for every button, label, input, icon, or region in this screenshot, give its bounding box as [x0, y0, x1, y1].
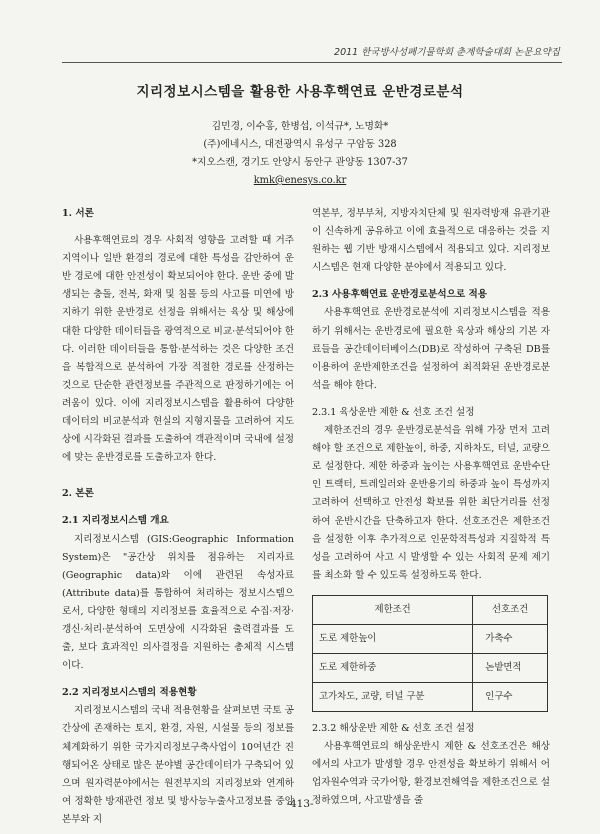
left-column: [62, 205, 294, 829]
subsection-2-3-1-heading: 2.3.1 육상운반 제한 & 선호 조건 설정: [312, 406, 475, 418]
table-cell: 고가차도, 교량, 터널 구분: [313, 682, 473, 711]
table-cell: 인구수: [473, 682, 548, 711]
table-cell: 가축수: [473, 624, 548, 653]
subsection-2-3-2-heading: 2.3.2 해상운반 제한 & 선호 조건 설정: [312, 722, 475, 734]
section-1-paragraph: 사용후핵연료의 경우 사회적 영향을 고려할 때 거주지역이나 일반 환경의 경로에 대한 특성을 감안하여 운반 경로에 대한 안전성이 확보되어야 한다. 운반 중에 발생되는 충돌, 전복, 화재 및 침몰 등의 사고를 미연에 방지하기 위한 운반경로 선정을 위해서는 육상 및 해상에 대한 다양한 데이터들을 광역적으로 비교·분석되어야 한다. 이러한 데이터들을 통합·분석하는 것은 다양한 조건을 복합적으로 분석하여 가장 적절한 경로를 산정하는 것으로 단순한 관련정보를 주관적으로 판정하기에는 어려움이 있다. 이에 지리정보시스템을 활용하여 다양한 데이터의 비교분석과 현실의 지형지물을 고려하여 지도상에 시각화된 결과를 도출하여 객관적이며 국내에 설정에 맞는 운반경로를 도출하고자 한다.: [62, 235, 294, 464]
header-rule: [62, 62, 562, 63]
table-row: [313, 653, 548, 682]
paper-title: 지리정보시스템을 활용한 사용후핵연료 운반경로분석: [136, 84, 464, 100]
table-header-cell: 제한조건: [313, 595, 473, 624]
section-2-heading: 2. 본론: [62, 488, 94, 500]
author-list: 김민경, 이수홍, 한병섭, 이석규*, 노명화*: [211, 121, 389, 132]
subsection-2-3-paragraph: 사용후핵연료 운반경로분석에 지리정보시스템을 적용하기 위해서는 운반경로에 필요한 육상과 해상의 기본 자료들을 공간데이터베이스(DB)로 작성하여 구축된 DB를 이용하여 운반제한조건을 설정하여 최적화된 운반경로분석을 해야 한다.: [312, 307, 550, 391]
author-block: [0, 118, 600, 190]
condition-table: [312, 595, 548, 712]
page-number: -413-: [286, 798, 314, 810]
subsection-2-1-heading: 2.1 지리정보시스템 개요: [62, 515, 169, 527]
table-cell: 도로 제한하중: [313, 653, 473, 682]
affiliation-2: *지오스캔, 경기도 안양시 동안구 관양동 1307-37: [192, 157, 408, 168]
subsection-2-3-heading: 2.3 사용후핵연료 운반경로분석으로 적용: [312, 289, 487, 301]
table-row: [313, 624, 548, 653]
continued-paragraph: 역본부, 정부부처, 지방자치단체 및 원자력방재 유관기관이 신속하게 공유하고 이에 효율적으로 대응하는 것을 지원하는 웹 기반 방재시스템에서 적용되고 있다. 지리정보시스템은 현재 다양한 분야에서 적용되고 있다.: [312, 208, 550, 274]
subsection-2-3-1-paragraph: 제한조건의 경우 운반경로분석을 위해 가장 먼저 고려해야 할 조건으로 제한높이, 하중, 지하차도, 터널, 교량으로 설정한다. 제한 하중과 높이는 사용후핵연료 운반수단인 트랙터, 트레일러와 운반용기의 하중과 높이 특성까지 고려하여 선택하고 안전성 확보를 위한 최단거리를 선정하여 운반시간을 단축하고자 한다. 선호조건은 제한조건을 설정한 이후 추가적으로 인문학적특성과 지질학적 특성을 고려하여 사고 시 발생할 수 있는 사회적 문제 제기를 최소화 할 수 있도록 설정하도록 한다.: [312, 425, 550, 581]
section-1-heading: 1. 서론: [62, 208, 94, 219]
running-title: 2011 한국방사성폐기물학회 춘계학술대회 논문요약집: [334, 47, 560, 58]
subsection-2-2-heading: 2.2 지리정보시스템의 적용현황: [62, 687, 197, 699]
subsection-2-3-2-paragraph: 사용후핵연료의 해상운반시 제한 & 선호조건은 해상에서의 사고가 발생할 경우 안전성을 확보하기 위해서 어업자원수역과 국가어항, 환경보전해역을 제한조건으로 설정하였으며, 사고발생을 줄: [312, 740, 550, 807]
affiliation-1: (주)에네시스, 대전광역시 유성구 구암동 328: [203, 139, 397, 150]
table-header-cell: 선호조건: [473, 595, 548, 624]
right-column: [312, 205, 550, 810]
author-email[interactable]: kmk@enesys.co.kr: [253, 175, 347, 186]
table-cell: 도로 제한높이: [313, 624, 473, 653]
table-row: [313, 682, 548, 711]
table-cell: 논밭면적: [473, 653, 548, 682]
table-header-row: [313, 595, 548, 624]
subsection-2-1-paragraph: 지리정보시스템 (GIS:Geographic Information System)은 "공간상 위치를 점유하는 지리자료(Geographic data)와 이에 관련된 속성자료 (Attribute data)를 통합하여 처리하는 정보시스템으로서, 다양한 형태의 지리정보를 효율적으로 수집·저장·갱신·처리·분석하여 도면상에 시각화된 출력결과를 도출, 보다 효과적인 의사결정을 지원하는 총체적 시스템이다.: [62, 533, 294, 672]
subsection-2-2-paragraph: 지리정보시스템의 국내 적용현황을 살펴보면 국토 공간상에 존재하는 토지, 환경, 자원, 시설물 등의 정보를 체계화하기 위한 국가지리정보구축사업이 10여년간 진행되어온 상태로 많은 분야별 공간데이터가 구축되어 있으며 원자력분야에서는 원전부지의 지리정보와 연계하여 정확한 방재관련 정보 및 방사능누출사고정보를 중앙본부와 지: [62, 705, 294, 825]
